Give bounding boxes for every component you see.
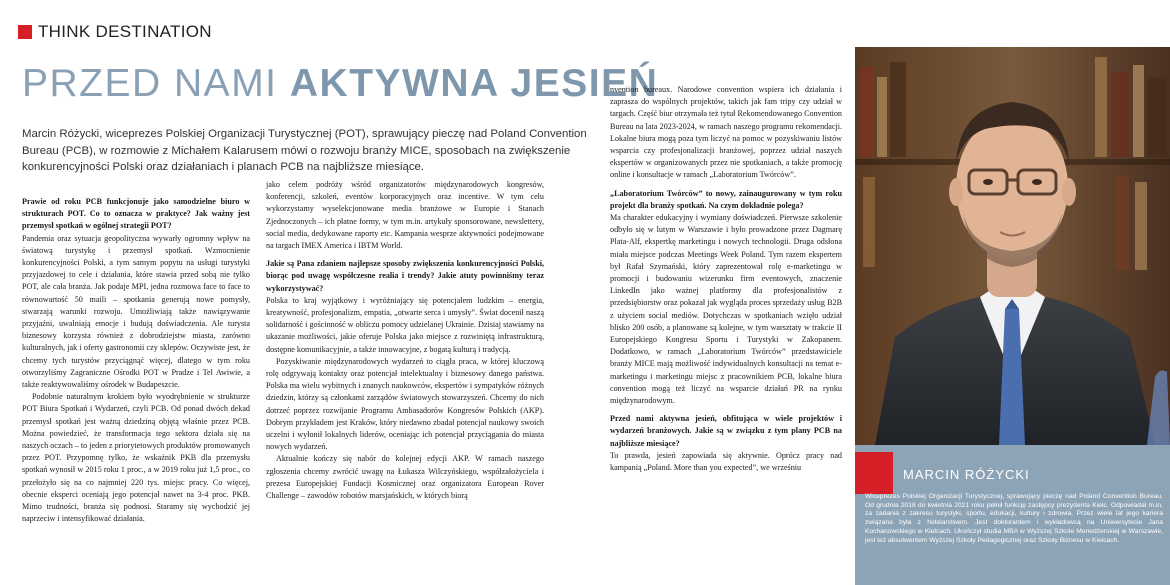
paragraph: nvention bureaux. Narodowe convention wspiera ich działania i zaprasza do wspólnych projektów, takich jak fam tripy czy udział w targach. Część biur otrzymała też tytuł Rekomendowanego Convention Bureau na lata 2023-2024, w ramach naszego programu rekomendacji. Lokalne biura mogą poza tym liczyć na pomoc w pozyskiwaniu listów wsparcia czy profesjonalizacji branżowej, poprzez udział naszych ekspertów w organizowanych przez nie spotkaniach, a także promocję online i konsultacje w ramach „Laboratorium Twórców”. (610, 85, 842, 180)
paragraph: Pandemia oraz sytuacja geopolityczna wywarły ogromny wpływ na światową turystykę i przemysł spotkań. Wzmocnienie konkurencyjności Polski, a tym samym popytu na usługi turystyki przyjazdowej to cele i działania, które stawia przed sobą nie tylko POT, ale cała branża. Jak podaje MPI, jedna rozmowa face to face to równowartość 50 maili – spotkania generują nowe pomysły, stwarzają warunki rozwoju. Umożliwiają także nawiązywanie przyjaźni, uwalniają emocje i budują doświadczenia. Ale turysta biznesowy korzysta również z dobrodziejstw miasta, zarówno kulturalnych, jak i oferty gastronomii czy sklepów. Oczywiste jest, że chcemy tych turystów przyciągnąć więcej, dlatego w tym roku otworzyliśmy Zagraniczne Ośrodki POT w Pradze i Tel Awiwie, a także reaktywowaliśmy ośrodek w Budapeszcie. (22, 233, 250, 390)
paragraph: Pozyskiwanie międzynarodowych wydarzeń to ciągła praca, w której kluczową rolę odgrywają kontakty oraz potencjał intelektualny i biznesowy danego państwa. Polska ma wielu wybitnych i znanych naukowców, ekspertów i sympatyków różnych dziedzin, którzy są członkami zarządów światowych stowarzyszeń. Chcemy do nich dotrzeć poprzez rozwijanie Programu Ambasadorów Kongresów Polskich (AKP). Dobrym przykładem jest Kraków, który niedawno zbadał potencjał naukowy swoich uczelni i wyłonił lokalnych liderów, oceniając ich potencjał przyciągania do miasta nowych wydarzeń. (266, 356, 544, 452)
paragraph: Aktualnie kończy się nabór do kolejnej edycji AKP. W ramach naszego zgłoszenia chcemy zwrócić uwagę na Łukasza Wilczyńskiego, współzałożyciela i prezesa Europejskiej Fundacji Kosmicznej oraz organizatora European Rover Challenge – zawodów robotów marsjańskich, w których biorą (266, 454, 544, 501)
paragraph: jako celem podróży wśród organizatorów międzynarodowych kongresów, konferencji, szkoleń, eventów korporacyjnych oraz incentive. W tym celu wykorzystamy wyselekcjonowane media branżowe w Europie i Stanach Zjednoczonych – ich płatne formy, w tym m.in. artykuły sponsorowane, newslettery, social media, dedykowane raporty etc. Kampania wesprze aktywności podejmowane na targach IMEX America i IBTM World. (266, 180, 544, 251)
paragraph: To prawda, jesień zapowiada się aktywnie. Oprócz pracy nad kampanią „Poland. More than you expected”, we wrześniu (610, 450, 842, 473)
section-marker (18, 25, 32, 39)
section-label (18, 22, 212, 42)
paragraph: Podobnie naturalnym krokiem było wyodrębnienie w strukturze POT Biura Spotkań i Wydarzeń, czyli PCB. Od ponad dwóch dekad przemysł spotkań jest ważną dziedziną objętą właśnie przez PCB. Można powiedzieć, że transformacja tego sektora działa się na naszych oczach – to jeden z priorytetowych produktów promowanych przez POT. Przypomnę tylko, że wskaźnik PKB dla przemysłu spotkań wynosił w 2015 roku 1 proc., a w 2019 roku już 1,5 proc., co przełożyło się na co najmniej 220 tys. miejsc pracy. Co więcej, obecnie eksperci oceniają jego potencjał nawet na 3-4 proc. PKB. Mimo trudności, branża się podnosi. Staramy się wychodzić jej naprzeciw i intensyfikować działania. (22, 392, 250, 524)
bio-text: Wiceprezes Polskiej Organizacji Turystycznej, sprawujący pieczę nad Poland Convention Bureau. Od grudnia 2018 do kwietnia 2021 roku pełnił funkcję zastępcy prezydenta Kielc. Odpowiadał m.in. za zadania z zakresu turystyki, sportu, edukacji, kultury i zdrowia. Przez wiele lat jego kariera związana była z hotelarstwem. Jest doktorantem i wykładowcą na Uniwersytecie Jana Kochanowskiego w Kielcach. Ukończył studia MBA w Wyższej Szkole Menedżerskiej w Warszawie, jest też absolwentem Wyższej Szkoły Pedagogicznej oraz Szkoły Biznesu w Kielcach. (865, 493, 1163, 544)
text-column-1 (22, 196, 250, 585)
text-column-3 (610, 84, 842, 585)
interview-question: Przed nami aktywna jesień, obfitująca w wiele projektów i wydarzeń branżowych. Jakie są w związku z tym plany PCB na najbliższe miesiące? (610, 414, 842, 448)
interview-question: „Laboratorium Twórców” to nowy, zainaugurowany w tym roku projekt dla branży spotkań. Na czym dokładnie polega? (610, 188, 842, 210)
bio-accent (855, 452, 893, 494)
interview-question: Jakie są Pana zdaniem najlepsze sposoby zwiększenia konkurencyjności Polski, biorąc pod uwagę współczesne realia i trendy? Jakie atuty powinniśmy teraz wykorzystywać? (266, 259, 544, 293)
paragraph: Polska to kraj wyjątkowy i wyróżniający się potencjałem ludzkim – energia, kreatywność, profesjonalizm, empatia, „otwarte serca i umysły”. Świat docenił naszą solidarność i gościnność w obliczu pomocy udzielanej Ukrainie. Dzisiaj stawiamy na ukazanie możliwości, jakie oferuje Polska jako miejsce z rozwiniętą infrastrukturą, dostępne komunikacyjnie, a także innowacyjne, z bogatą kulturą i tradycją. (266, 295, 544, 354)
bio-name: MARCIN RÓŻYCKI (903, 467, 1030, 482)
paragraph: Ma charakter edukacyjny i wymiany doświadczeń. Pierwsze szkolenie odbyło się w lutym w Warszawie i było prowadzone przez Dagmarę Plata-Alf, ekspertkę marketingu i nowych technologii. Druga odsłona miała miejsce podczas Meetings Week Poland. Tym razem ekspertem był Rafał Szymański, który zaprezentował rolę e-marketingu w promocji i budowaniu wizerunku firm eventowych, znaczenie LinkedIn jako ważnej platformy dla profesjonalistów z przedsiębiorstw oraz pokazał jak wygląda proces sprzedaży usług B2B z użyciem social mediów. Dotychczas w spotkaniach wzięło udział blisko 200 osób, a planowane są kolejne, w tym warsztaty w trakcie II Europejskiego Kongresu Sportu i Turystyki w Zakopanem. Dodatkowo, w ramach „Laboratorium Twórców” przedstawiciele branży MICE mają możliwość indywidualnych konsultacji na temat e-marketingu i marketingu miejsc z pracownikiem PCB, lokalne biura convention mogą też liczyć na wsparcie działań PR na rynku międzynarodowym. (610, 213, 842, 406)
bio-panel (855, 445, 1170, 585)
portrait-photo (855, 47, 1170, 445)
headline-light: PRZED NAMI (22, 62, 290, 105)
text-column-2 (266, 179, 544, 585)
article-lead: Marcin Różycki, wiceprezes Polskiej Organizacji Turystycznej (POT), sprawujący pieczę nad Poland Convention Bureau (PCB), w rozmowie z Michałem Kalarusem mówi o rozwoju branży MICE, sposobach na zwiększenie konkurencyjności Polski oraz działaniach i planach PCB na najbliższe miesiące. (22, 128, 587, 174)
interview-question: Prawie od roku PCB funkcjonuje jako samodzielne biuro w strukturach POT. Co to oznacza w praktyce? Jak ważny jest przemysł spotkań w ogólnej strategii POT? (22, 197, 250, 231)
headline-bold: AKTYWNA JESIEŃ (289, 62, 659, 105)
article-headline (22, 62, 658, 106)
section-label-text: THINK DESTINATION (38, 22, 212, 41)
